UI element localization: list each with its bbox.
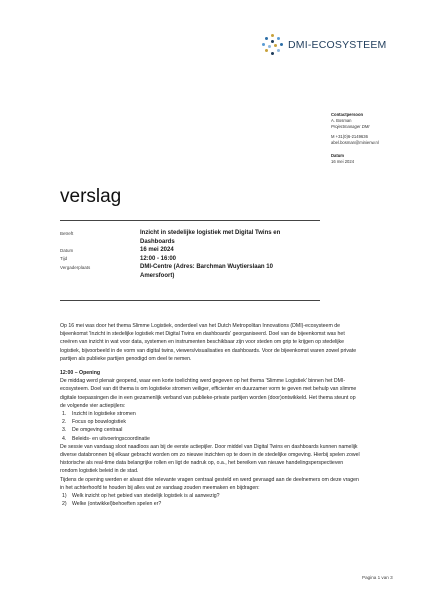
tijd-value: 12:00 - 16:00 xyxy=(140,255,177,262)
list-item: 2) Welke (ontwikkel)behoeften spelen er? xyxy=(62,501,162,508)
list-item: 2. Focus op bouwlogistiek xyxy=(62,419,126,426)
questions-list xyxy=(60,492,360,508)
opening-heading: 12:00 – Opening xyxy=(60,370,101,377)
intro-paragraph: Op 16 mei was door het thema Slimme Logistiek, onderdeel van het Dutch Metropolitan Innovations (DMI)-ecosysteem de bijeenkomst 'Inzicht in stedelijke logistiek met Digital Twins en dashboards' georganiseerd. Doel van de bijeenkomst was het creëren van inzicht in wat voor data, systemen en instrumenten beschikbaar zijn voor steden om grip te krijgen op stedelijke logistiek, bijvoorbeeld in de vorm van digital twins, viewers/visualisaties en dashboards. Voor de bijeenkomst waren zowel private partijen als publieke partijen genodigd om deel te nemen. xyxy=(60,323,357,362)
meta-row-datum xyxy=(60,246,340,255)
meta-row-locatie xyxy=(60,263,340,280)
datum-label: Datum xyxy=(60,247,74,253)
document-title: verslag xyxy=(60,186,122,207)
contact-label: Contactpersoon xyxy=(331,112,364,117)
date-label: Datum xyxy=(331,153,345,158)
questions-intro: Tijdens de opening werden er alvast drie relevante vragen centraal gesteld en werd gevraagd aan de deelnemers om deze vragen in het achterhoofd te houden bij alles wat ze vandaag zouden meemaken en bijdragen: xyxy=(60,476,359,491)
contact-block xyxy=(331,112,379,165)
meta-table xyxy=(60,229,340,280)
locatie-label: Vergaderplaats xyxy=(60,264,91,270)
betreft-value: Inzicht in stedelijke logistiek met Digital Twins en Dashboards xyxy=(140,230,281,245)
list-item: 3. De omgeving centraal xyxy=(62,427,123,434)
report-body xyxy=(60,322,360,508)
pillars-list xyxy=(60,410,360,443)
datum-value: 16 mei 2024 xyxy=(140,247,174,253)
contact-role: Projectmanager DMI xyxy=(331,124,370,129)
date-value: 16 mei 2024 xyxy=(331,159,355,164)
list-item: 1. Inzicht in logistieke stromen xyxy=(62,411,136,418)
opening-paragraph: De middag werd plenair geopend, waar een korte toelichting werd gegeven op het thema 'Slimme Logistiek' binnen het DMI-ecosysteem. Doel van dit thema is om logistieke stromen veiliger, efficienter en duurzamer vorm te geven met behulp van slimme digitale toepassingen die in een gezamenlijk verband van publieke-private partijen worden (door)ontwikkeld. Het thema steunt op de volgende vier actiepijlers: xyxy=(60,378,357,409)
session-paragraph: De sessie van vandaag sloot naadloos aan bij de eerste actiepijler. Door middel van Digital Twins en dashboards kunnen namelijk diverse databronnen bij elkaar gebracht worden om zo nieuwe inzichten op te doen in de stedelijke omgeving. Hierbij spelen zowel historische als real-time data belangrijke rollen en ligt de nadruk op, o.a., het bereiken van nieuwe handelingsperspectieven rondom logistiek beleid in de stad. xyxy=(60,443,360,475)
contact-name: A. Bosman xyxy=(331,118,352,123)
list-item: 1) Welk inzicht op het gebied van stedelijk logistiek is al aanwezig? xyxy=(62,493,220,500)
page-number: Pagina 1 van 3 xyxy=(362,575,393,580)
tijd-label: Tijd xyxy=(60,256,68,261)
list-item: 4. Beleids- en uitvoeringscoordinatie xyxy=(62,435,150,442)
dmi-logo xyxy=(262,34,386,56)
logo-text: DMI-ECOSYSTEEM xyxy=(288,39,387,51)
meta-row-betreft xyxy=(60,229,340,246)
locatie-value: DMI-Centre (Adres: Barchman Wuytierslaan 10 Amersfoort) xyxy=(140,264,273,279)
divider-top xyxy=(60,220,320,221)
dmi-logo-mark xyxy=(262,34,284,56)
meta-row-tijd xyxy=(60,255,340,264)
divider-bottom xyxy=(60,300,320,301)
contact-email[interactable]: abel.bosman@minienw.nl xyxy=(331,140,379,145)
contact-phone: M +31(0)6-2149636 xyxy=(331,134,368,139)
betreft-label: Betreft xyxy=(60,230,74,236)
